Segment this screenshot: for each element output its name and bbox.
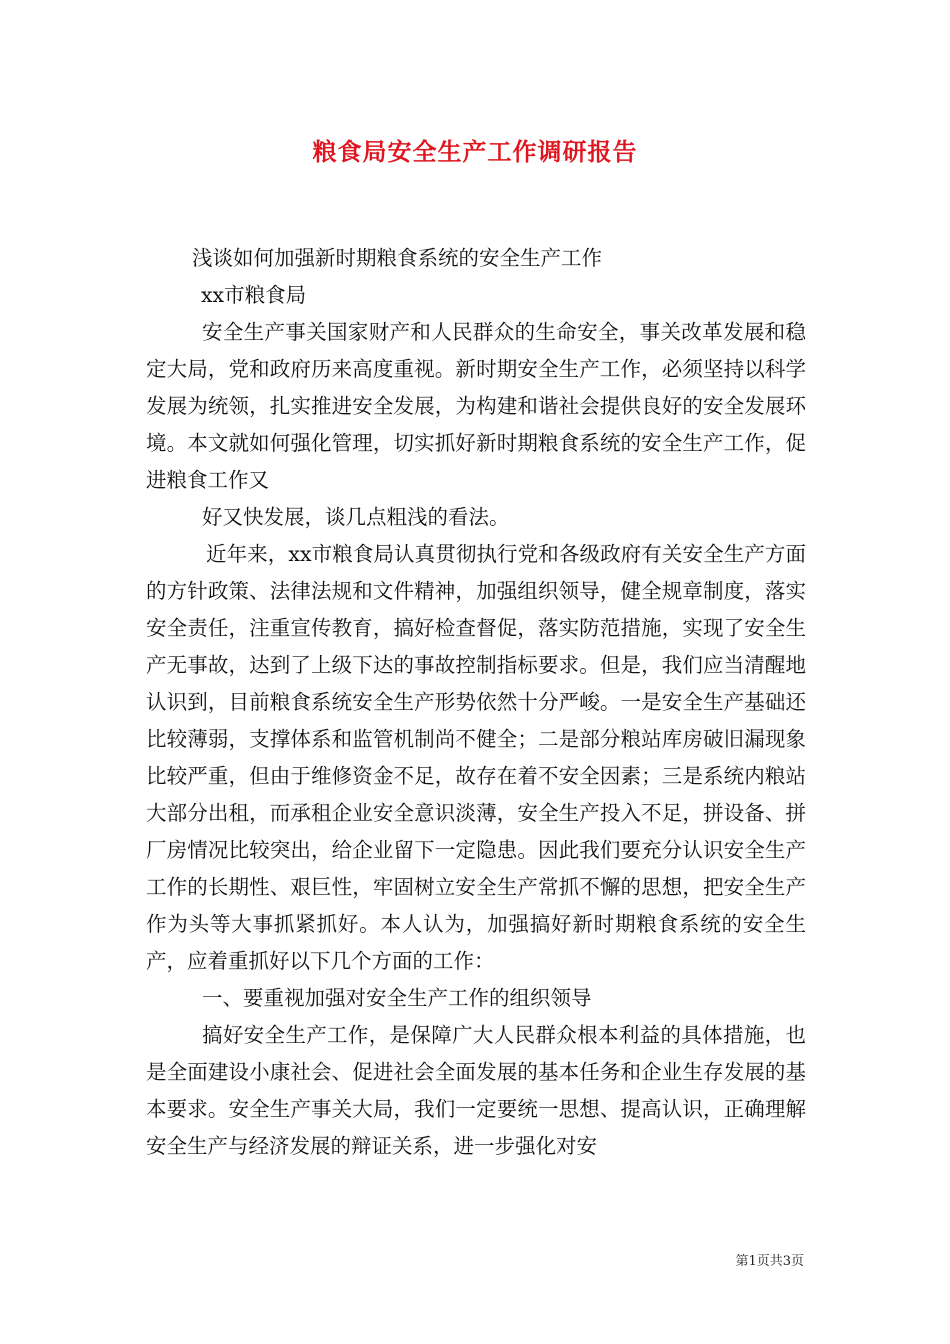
document-body <box>146 240 806 1165</box>
section-heading: 一、要重视加强对安全生产工作的组织领导 <box>202 986 592 1010</box>
paragraph: 搞好安全生产工作，是保障广大人民群众根本利益的具体措施，也是全面建设小康社会、促进社会全面发展的基本任务和企业生存发展的基本要求。安全生产事关大局，我们一定要统一思想、提高认识，正确理解安全生产与经济发展的辩证关系，进一步强化对安 <box>146 1023 806 1158</box>
document-title: 粮食局安全生产工作调研报告 <box>312 137 638 166</box>
page-footer <box>735 1250 804 1269</box>
page-number: 第1页共3页 <box>735 1254 804 1269</box>
document-subtitle: 浅谈如何加强新时期粮食系统的安全生产工作 <box>192 246 602 270</box>
paragraph: 安全生产事关国家财产和人民群众的生命安全，事关改革发展和稳定大局，党和政府历来高度重视。新时期安全生产工作，必须坚持以科学发展为统领，扎实推进安全发展，为构建和谐社会提供良好的安全发展环境。本文就如何强化管理，切实抓好新时期粮食系统的安全生产工作，促进粮食工作又 <box>146 320 806 492</box>
paragraph: 好又快发展，谈几点粗浅的看法。 <box>202 505 510 529</box>
paragraph: 近年来，xx市粮食局认真贯彻执行党和各级政府有关安全生产方面的方针政策、法律法规和文件精神，加强组织领导，健全规章制度，落实安全责任，注重宣传教育，搞好检查督促，落实防范措施，实现了安全生产无事故，达到了上级下达的事故控制指标要求。但是，我们应当清醒地认识到，目前粮食系统安全生产形势依然十分严峻。一是安全生产基础还比较薄弱，支撑体系和监管机制尚不健全；二是部分粮站库房破旧漏现象比较严重，但由于维修资金不足，故存在着不安全因素；三是系统内粮站大部分出租，而承租企业安全意识淡薄，安全生产投入不足，拼设备、拼厂房情况比较突出，给企业留下一定隐患。因此我们要充分认识安全生产工作的长期性、艰巨性，牢固树立安全生产常抓不懈的思想，把安全生产作为头等大事抓紧抓好。本人认为，加强搞好新时期粮食系统的安全生产，应着重抓好以下几个方面的工作： <box>146 542 806 973</box>
document-author: xx市粮食局 <box>201 283 307 307</box>
